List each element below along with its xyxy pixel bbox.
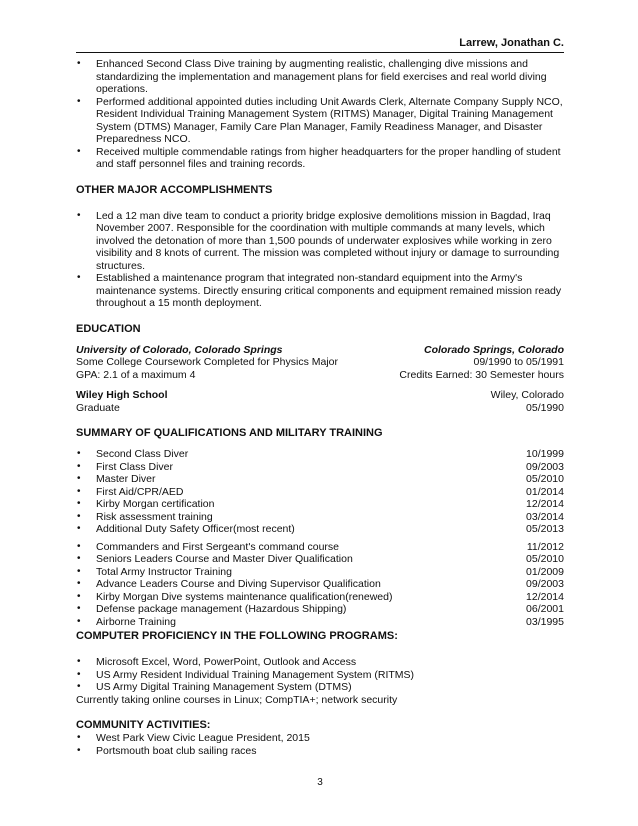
qual-label: • Seniors Leaders Course and Master Diver Qualification [96, 553, 353, 565]
header-name: Larrew, Jonathan C. [459, 37, 564, 49]
education-school1-header [76, 344, 564, 357]
resume-page [76, 0, 564, 826]
resume-content [76, 58, 564, 757]
list-item: • Portsmouth boat club sailing races [76, 745, 564, 758]
education-school1-detail [76, 356, 564, 369]
qual-label: • Risk assessment training [96, 510, 213, 523]
list-item: • Performed additional appointed duties including Unit Awards Clerk, Alternate Company Supply NCO, Resident Individual Training Management System (RITMS) Manager, Digital Training Management System (DTMS) Manager, Family Care Plan Manager, Family Readiness Manager, and Disaster Preparedness NCO. [76, 96, 564, 146]
qual-label: • Total Army Instructor Training [96, 565, 232, 578]
list-item [76, 566, 564, 579]
list-item [76, 603, 564, 616]
qual-date: 05/2010 [526, 473, 564, 485]
qual-date: 12/2014 [526, 498, 564, 510]
qual-date: 06/2001 [526, 603, 564, 615]
qual-date: 10/1999 [526, 448, 564, 460]
qual-label: • Advance Leaders Course and Diving Supervisor Qualification [96, 578, 381, 590]
section-title-education: EDUCATION [76, 322, 141, 335]
qual-date: 01/2014 [526, 485, 564, 498]
qual-label: • Kirby Morgan Dive systems maintenance qualification(renewed) [96, 590, 393, 603]
list-item: • Led a 12 man dive team to conduct a priority bridge explosive demolitions mission in Bagdad, Iraq November 2007. Responsible for the coordination with multiple commands at many levels, which involved the detonation of more than 1,500 pounds of underwater explosives while working in zero visibility and 8 knots of current. The mission was completed without injury or damage to surrounding structures. [76, 210, 564, 273]
qual-label: • First Class Diver [96, 460, 174, 473]
school-gpa: GPA: 2.1 of a maximum 4 [76, 368, 196, 381]
school-date: 05/1990 [526, 401, 564, 414]
section-title-community: COMMUNITY ACTIVITIES: [76, 719, 211, 731]
qual-date: 05/2010 [526, 553, 564, 565]
experience-bullet-list [76, 58, 564, 171]
list-item [76, 461, 564, 474]
list-item: • West Park View Civic League President, 2015 [76, 732, 564, 745]
qual-label: • First Aid/CPR/AED [96, 485, 184, 498]
qual-label: • Additional Duty Safety Officer(most recent) [96, 523, 295, 535]
computer-list [76, 656, 564, 694]
list-item: • US Army Resident Individual Training Management System (RITMS) [76, 669, 564, 682]
education-school2-header [76, 389, 564, 402]
accomplishments-list [76, 210, 564, 310]
qual-label: • Commanders and First Sergeant's command course [96, 540, 340, 553]
qual-date: 03/1995 [526, 615, 564, 628]
qualifications-list-2 [76, 541, 564, 629]
qual-date: 05/2013 [526, 523, 564, 535]
school-location: Colorado Springs, Colorado [423, 343, 564, 356]
qual-label: • Defense package management (Hazardous Shipping) [96, 603, 347, 615]
list-item [76, 448, 564, 461]
header-rule [76, 52, 564, 53]
community-list [76, 732, 564, 757]
education-school2-detail [76, 402, 564, 415]
school-detail: Some College Coursework Completed for Physics Major [76, 356, 339, 368]
list-item: • US Army Digital Training Management System (DTMS) [76, 681, 564, 694]
qualifications-list-1 [76, 448, 564, 536]
computer-note: Currently taking online courses in Linux; CompTIA+; network security [76, 693, 398, 706]
list-item [76, 591, 564, 604]
qual-date: 09/2003 [526, 578, 564, 590]
qual-date: 09/2003 [526, 460, 564, 473]
list-item: • Received multiple commendable ratings from higher headquarters for the proper handling of student and staff personnel files and training records. [76, 146, 564, 171]
list-item: • Established a maintenance program that integrated non-standard equipment into the Army's maintenance systems. Directly ensuring critical components and equipment remained mission ready throughout a 15 month deployment. [76, 272, 564, 310]
qual-label: • Airborne Training [96, 615, 176, 628]
list-item [76, 498, 564, 511]
qual-label: • Second Class Diver [96, 448, 189, 460]
section-title-qualifications: SUMMARY OF QUALIFICATIONS AND MILITARY TRAINING [76, 427, 383, 439]
school-detail: Graduate [76, 401, 120, 414]
list-item: • Enhanced Second Class Dive training by augmenting realistic, challenging dive missions and standardizing the implementation and management plans for field exercises and real world diving operations. [76, 58, 564, 96]
qual-date: 11/2012 [526, 540, 564, 553]
list-item [76, 473, 564, 486]
qual-date: 01/2009 [526, 565, 564, 578]
list-item [76, 486, 564, 499]
qual-date: 12/2014 [526, 590, 564, 603]
school-name: University of Colorado, Colorado Springs [76, 343, 283, 356]
page-number: 3 [317, 777, 323, 788]
school-credits: Credits Earned: 30 Semester hours [399, 368, 564, 381]
section-title-accomplishments: OTHER MAJOR ACCOMPLISHMENTS [76, 183, 273, 196]
school-dates: 09/1990 to 05/1991 [473, 356, 564, 368]
school-location: Wiley, Colorado [490, 389, 564, 401]
list-item: • Microsoft Excel, Word, PowerPoint, Outlook and Access [76, 656, 564, 669]
qual-label: • Kirby Morgan certification [96, 498, 215, 510]
education-school1-gpa [76, 369, 564, 382]
section-title-computer: COMPUTER PROFICIENCY IN THE FOLLOWING PROGRAMS: [76, 630, 398, 642]
list-item [76, 511, 564, 524]
list-item [76, 541, 564, 554]
qual-date: 03/2014 [526, 510, 564, 523]
list-item [76, 616, 564, 629]
list-item [76, 578, 564, 591]
list-item [76, 553, 564, 566]
qual-label: • Master Diver [96, 473, 156, 485]
school-name: Wiley High School [76, 389, 168, 401]
list-item [76, 523, 564, 536]
